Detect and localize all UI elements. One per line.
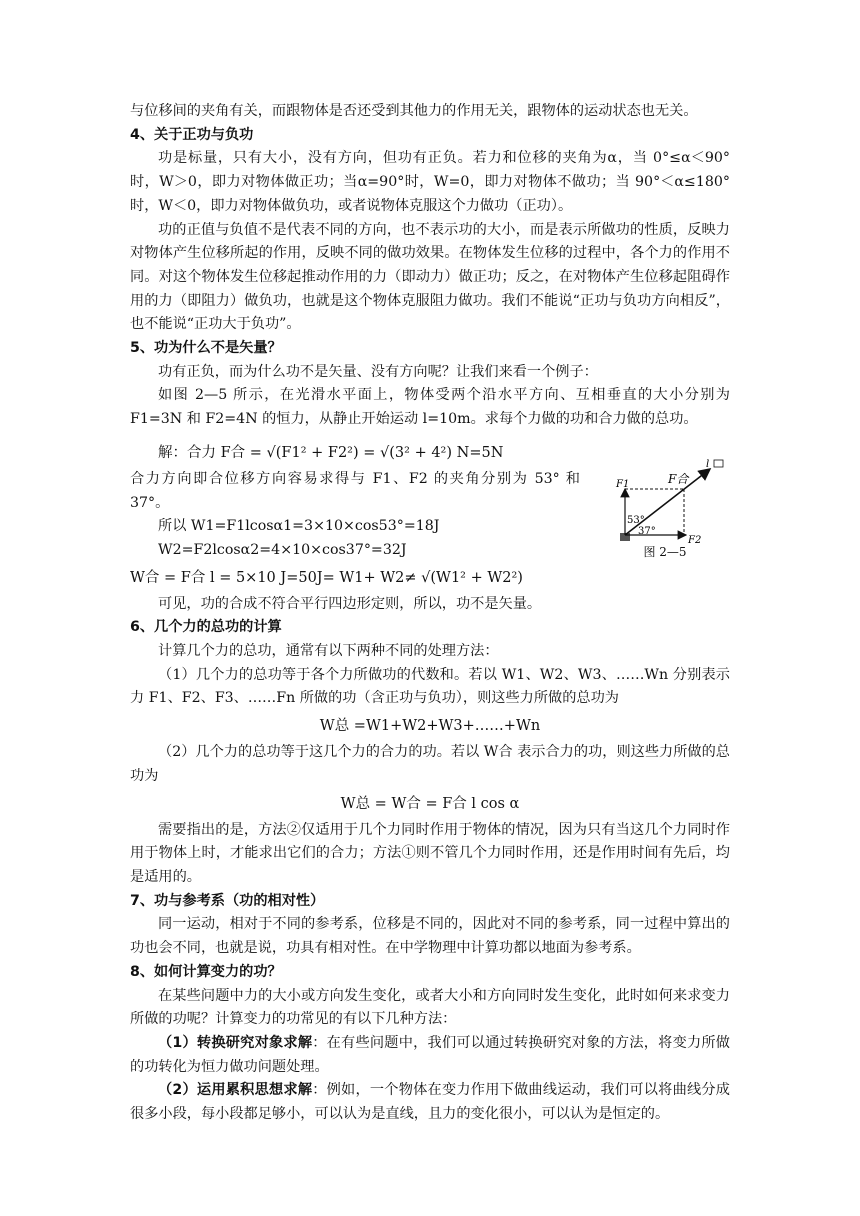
equation-resultant: 解：合力 F合 = √(F1² + F2²) = √(3² + 4²) N=5N <box>158 444 504 461</box>
method-1-text: ：在有些问题中，我们可以通过转换研究对象的方法，将变力所做的功转化为恒力做功问题处理。 <box>130 1034 730 1075</box>
equation-w2: W2=F2lcosα2=4×10×cos37°=32J <box>158 541 407 558</box>
label-f1: F1 <box>616 479 630 490</box>
method-2-label: （2）运用累积思想求解 <box>158 1082 313 1099</box>
heading-6: 6、几个力的总功的计算 <box>130 619 282 636</box>
paragraph-5c: 合力方向即合位移方向容易求得与 F1、F2 的夹角分别为 53° 和 37°。 <box>130 470 580 511</box>
paragraph-4a: 功是标量，只有大小，没有方向，但功有正负。若力和位移的夹角为α，当 0°≤α＜90°时，W＞0，即力对物体做正功；当α=90°时，W=0，即力对物体不做功；当 90°＜α≤180°时，W＜0，即力对物体做负功，或者说物体克服这个力做功（正功）。 <box>130 150 730 214</box>
label-angle-53: 53° <box>627 515 645 526</box>
equation-resultant-work: W总 = W合 = F合 l cos α <box>340 795 520 812</box>
heading-8: 8、如何计算变力的功？ <box>130 963 282 980</box>
paragraph-6a: 计算几个力的总功，通常有以下两种不同的处理方法： <box>158 643 499 660</box>
figure-caption: 图 2—5 <box>643 545 687 559</box>
equation-wtotal: W合 = F合 l = 5×10 J=50J= W1+ W2≠ √(W1² + W2²) <box>130 569 523 586</box>
label-f2: F2 <box>688 535 702 545</box>
label-l: l <box>706 459 710 470</box>
paragraph-6c: （2）几个力的总功等于这几个力的合力的功。若以 W合 表示合力的功，则这些力所做的总功为 <box>130 744 730 784</box>
paragraph-7: 同一运动，相对于不同的参考系，位移是不同的，因此对不同的参考系，同一过程中算出的功也会不同，也就是说，功具有相对性。在中学物理中计算功都以地面为参考系。 <box>130 916 730 957</box>
method-1-label: （1）转换研究对象求解 <box>158 1034 313 1051</box>
paragraph-8a: 在某些问题中力的大小或方向发生变化，或者大小和方向同时发生变化，此时如何来求变力所做的功呢？计算变力的功常见的有以下几种方法： <box>130 987 730 1028</box>
paragraph-6b: （1）几个力的总功等于各个力所做功的代数和。若以 W1、W2、W3、……Wn 分别表示力 F1、F2、F3、……Fn 所做的功（含正功与负功），则这些力所做的总功为 <box>130 666 730 707</box>
label-angle-37: 37° <box>638 526 656 537</box>
paragraph-6d: 需要指出的是，方法②仅适用于几个力同时作用于物体的情况，因为只有当这几个力同时作用于物体上时，才能求出它们的合力；方法①则不管几个力同时作用，还是作用时间有先后，均是适用的。 <box>130 821 730 885</box>
label-f-resultant: F合 <box>668 472 689 486</box>
paragraph-5b: 如图 2—5 所示，在光滑水平面上，物体受两个沿水平方向、互相垂直的大小分别为F1=3N 和 F2=4N 的恒力，从静止开始运动 l=10m。求每个力做的功和合力做的总功。 <box>130 387 730 428</box>
paragraph-8c <box>130 1079 730 1126</box>
document-page <box>130 100 730 1127</box>
paragraph-8b <box>130 1032 730 1079</box>
paragraph-intro: 与位移间的夹角有关，而跟物体是否还受到其他力的作用无关，跟物体的运动状态也无关。 <box>130 103 698 119</box>
paragraph-5a: 功有正负，而为什么功不是矢量、没有方向呢？让我们来看一个例子： <box>158 363 598 380</box>
heading-4: 4、关于正功与负功 <box>130 126 254 143</box>
heading-5: 5、功为什么不是矢量？ <box>130 340 282 357</box>
heading-7: 7、功与参考系（功的相对性） <box>130 892 325 909</box>
method-2-text: ：例如，一个物体在变力作用下做曲线运动，我们可以将曲线分成很多小段，每小段都足够小，可以认为是直线，且力的变化很小，可以认为是恒定的。 <box>130 1082 730 1123</box>
paragraph-4b: 功的正值与负值不是代表不同的方向，也不表示功的大小，而是表示所做功的性质，反映力对物体产生位移所起的作用，反映不同的做功效果。在物体发生位移的过程中，各个力的作用不同。对这个物体发生位移起推动作用的力（即动力）做正功；反之，在对物体产生位移起阻碍作用的力（即阻力）做负功，也就是这个物体克服阻力做功。我们不能说“正功与负功方向相反”，也不能说“正功大于负功”。 <box>130 221 730 333</box>
equation-sum: W总 =W1+W2+W3+……+Wn <box>319 718 541 735</box>
figure-2-5 <box>600 455 730 565</box>
equation-w1: 所以 W1=F1lcosα1=3×10×cos53°=18J <box>158 518 440 535</box>
displacement-marker <box>714 460 723 467</box>
paragraph-5d: 可见，功的合成不符合平行四边形定则，所以，功不是矢量。 <box>158 595 542 612</box>
force-diagram <box>600 455 730 545</box>
